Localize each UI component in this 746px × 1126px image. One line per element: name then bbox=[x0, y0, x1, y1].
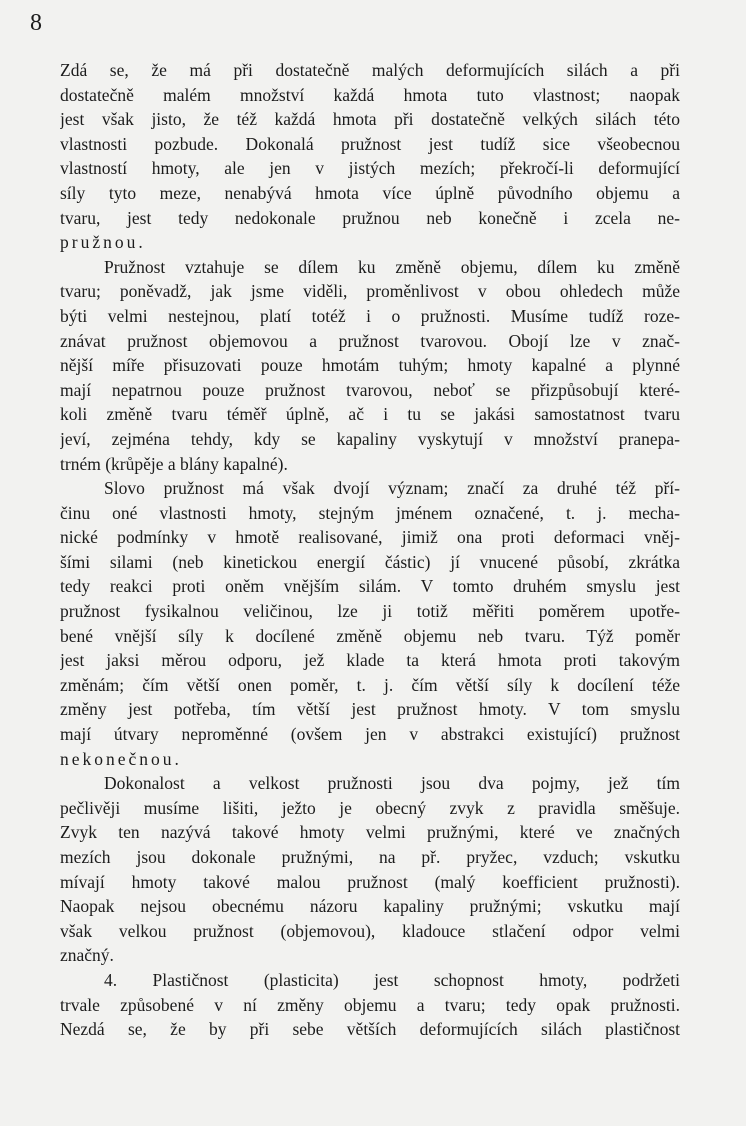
text-line: jeví, zejména tehdy, kdy se kapaliny vyskytují v množství pranepa- bbox=[60, 428, 680, 449]
page-number: 8 bbox=[30, 10, 42, 36]
text-line: Zvyk ten nazývá takové hmoty velmi pružnými, které ve značných bbox=[60, 822, 680, 843]
text-line: býti velmi nestejnou, platí totéž i o pružnosti. Musíme tudíž roze- bbox=[60, 305, 680, 326]
text-line: tvaru; poněvadž, jak jsme viděli, proměnlivost v obou ohledech může bbox=[60, 281, 680, 302]
text-line: však velkou pružnost (objemovou), kladouce stlačení odpor velmi bbox=[60, 920, 680, 941]
text-line: Pružnost vztahuje se dílem ku změně objemu, dílem ku změně bbox=[104, 256, 680, 277]
text-line: nekonečnou. bbox=[60, 748, 182, 769]
text-line: trném (krůpěje a blány kapalné). bbox=[60, 453, 288, 474]
text-line: 4. Plastičnost (plasticita) jest schopnost hmoty, podržeti bbox=[104, 969, 680, 990]
text-line: pečlivěji musíme lišiti, ježto je obecný zvyk z pravidla směšuje. bbox=[60, 797, 680, 818]
text-line: Zdá se, že má při dostatečně malých deformujících silách a při bbox=[60, 60, 680, 80]
text-line: bené vnější síly k docílené změně objemu neb tvaru. Týž poměr bbox=[60, 625, 680, 646]
text-line: mívají hmoty takové malou pružnost (malý koefficient pružnosti). bbox=[60, 871, 680, 892]
text-line: změny jest potřeba, tím větší jest pružnost hmoty. V tom smyslu bbox=[60, 699, 680, 720]
text-line: nické podmínky v hmotě realisované, jimiž ona proti deformaci vněj- bbox=[60, 527, 680, 548]
text-line: nější míře přisuzovati pouze hmotám tuhým; hmoty kapalné a plynné bbox=[60, 355, 680, 376]
text-line: pružnou. bbox=[60, 232, 146, 253]
body-text bbox=[60, 58, 680, 1042]
text-line: mají útvary neproměnné (ovšem jen v abstrakci existující) pružnost bbox=[60, 724, 680, 745]
text-line: změnám; čím větší onen poměr, t. j. čím větší síly k docílení téže bbox=[60, 674, 680, 695]
text-line: pružnost fysikalnou veličinou, lze ji totiž měřiti poměrem upotře- bbox=[60, 601, 680, 622]
text-line: mají nepatrnou pouze pružnost tvarovou, neboť se přizpůsobují které- bbox=[60, 379, 680, 400]
text-line: Dokonalost a velkost pružnosti jsou dva pojmy, jež tím bbox=[104, 773, 680, 794]
text-line: znávat pružnost objemovou a pružnost tvarovou. Obojí lze v znač- bbox=[60, 330, 680, 351]
text-line: Naopak nejsou obecnému názoru kapaliny pružnými; vskutku mají bbox=[60, 896, 680, 917]
text-line: tedy reakci proti oněm vnějším silám. V tomto druhém smyslu jest bbox=[60, 576, 680, 597]
text-line: činu oné vlastnosti hmoty, stejným jménem označené, t. j. mecha- bbox=[60, 502, 680, 523]
text-line: vlastností hmoty, ale jen v jistých mezích; překročí-li deformující bbox=[60, 158, 680, 179]
text-line: Nezdá se, že by při sebe větších deformujících silách plastičnost bbox=[60, 1019, 680, 1040]
text-line: jest jaksi měrou odporu, jež klade ta která hmota proti takovým bbox=[60, 650, 680, 671]
text-line: jest však jisto, že též každá hmota při dostatečně velkých silách této bbox=[60, 109, 680, 130]
text-line: vlastnosti pozbude. Dokonalá pružnost jest tudíž sice všeobecnou bbox=[60, 133, 680, 154]
text-line: koli změně tvaru téměř úplně, ač i tu se jakási samostatnost tvaru bbox=[60, 404, 680, 425]
text-line: síly tyto meze, nenabývá hmota více úplně původního objemu a bbox=[60, 182, 680, 203]
text-line: tvaru, jest tedy nedokonale pružnou neb konečně i zcela ne- bbox=[60, 207, 680, 228]
text-line: mezích jsou dokonale pružnými, na př. pryžec, vzduch; vskutku bbox=[60, 847, 680, 867]
text-line: dostatečně malém množství každá hmota tuto vlastnost; naopak bbox=[60, 84, 680, 105]
text-line: Slovo pružnost má však dvojí význam; značí za druhé též pří- bbox=[104, 478, 680, 499]
text-line: značný. bbox=[60, 945, 114, 966]
text-line: šími silami (neb kinetickou energií částic) jí vnucené působí, zkrátka bbox=[60, 551, 680, 572]
text-line: trvale způsobené v ní změny objemu a tvaru; tedy opak pružnosti. bbox=[60, 994, 680, 1015]
